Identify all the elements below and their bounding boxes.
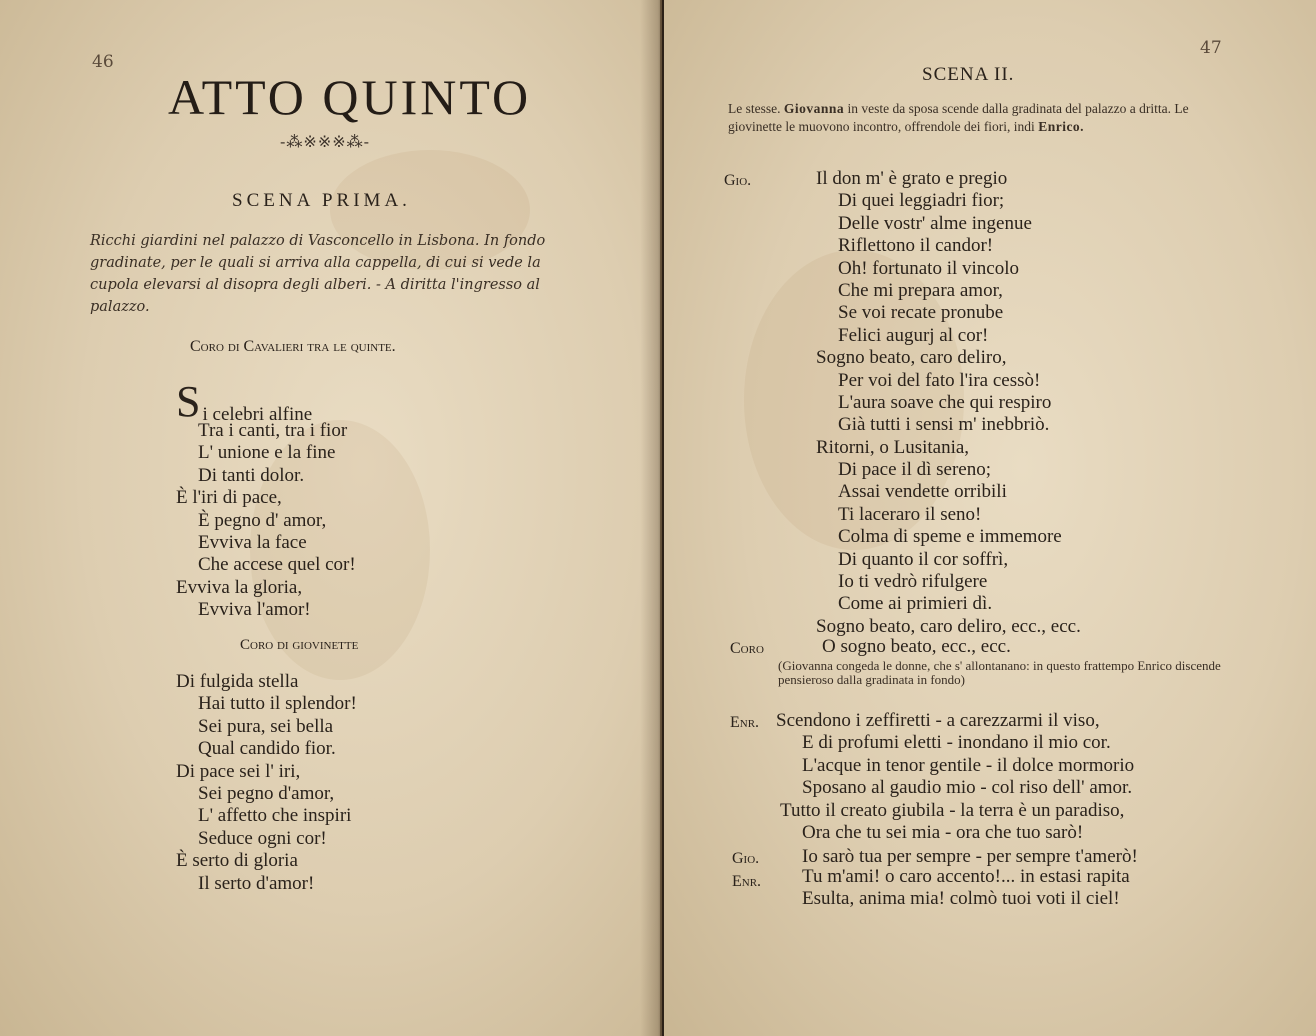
act-title: ATTO QUINTO	[168, 69, 532, 125]
verse-line: S i celebri alfine	[176, 377, 313, 426]
verse-line: Ora che tu sei mia - ora che tuo sarò!	[802, 821, 1084, 843]
verse-line: Colma di speme e immemore	[838, 526, 1062, 548]
verse-line: Sogno beato, caro deliro, ecc., ecc.	[816, 615, 1081, 637]
verse-line: Seduce ogni cor!	[198, 827, 327, 849]
speaker-label: Enr.	[730, 714, 760, 731]
character-name: Enrico.	[1038, 119, 1085, 134]
verse-line: Di fulgida stella	[176, 671, 299, 692]
verse-line: Riflettono il candor!	[838, 235, 994, 257]
verse-line: Sposano al gaudio mio - col riso dell' amor.	[802, 777, 1133, 799]
chorus-heading: Coro di Cavalieri tra le quinte.	[190, 338, 396, 355]
verse-line: Come ai primieri dì.	[838, 593, 993, 615]
verse-line: È pegno d' amor,	[198, 509, 327, 531]
verse-line: Evviva la face	[198, 531, 307, 553]
verse-line: Tra i canti, tra i fior	[198, 420, 348, 441]
verse-line: O sogno beato, ecc., ecc.	[822, 636, 1011, 657]
verse-line: Qual candido fior.	[198, 738, 336, 760]
verse-line: Oh! fortunato il vincolo	[838, 257, 1019, 279]
verse-line: Già tutti i sensi m' inebbriò.	[838, 414, 1050, 436]
page-number: 47	[1200, 38, 1222, 58]
verse-line: Per voi del fato l'ira cessò!	[838, 369, 1041, 391]
verse-line: Sei pura, sei bella	[198, 715, 334, 737]
scene-title: SCENA II.	[922, 64, 1015, 85]
verse-line: Di pace il dì sereno;	[838, 459, 992, 481]
verse-line: E di profumi eletti - inondano il mio cor.	[802, 732, 1111, 754]
stage-direction: (Giovanna congeda le donne, che s' allontanano: in questo frattempo Enrico discende pensieroso dalla gradinata in fondo)	[778, 658, 1221, 687]
verse-line: Ritorni, o Lusitania,	[816, 436, 970, 458]
verse-line: Di tanti dolor.	[198, 464, 305, 486]
ornament-divider: -⁂※※※⁂-	[280, 132, 371, 151]
scene-title: SCENA PRIMA.	[232, 190, 411, 211]
verse-line: Hai tutto il splendor!	[198, 693, 357, 715]
enr-verses-2	[802, 866, 1272, 911]
verse-line: L' unione e la fine	[198, 442, 336, 464]
chorus-verses	[176, 377, 576, 622]
verse-line: Il serto d'amor!	[198, 872, 315, 894]
chorus2-verses	[176, 671, 576, 895]
gio-verses	[816, 168, 1256, 638]
stage-direction: Ricchi giardini nel palazzo di Vasconcello in Lisbona. In fondo gradinate, per le quali si arriva alla cappella, di cui si vede la cupola elevarsi al disopra degli alberi. - A diritta l'ingresso al palazzo.	[90, 233, 546, 315]
speaker-label: Coro	[730, 640, 764, 657]
right-page	[664, 0, 1316, 1036]
stage-direction: Le stesse. Giovanna in veste da sposa scende dalla gradinata del palazzo a dritta. Le giovinette le muovono incontro, offrendole dei fiori, indi Enrico.	[728, 101, 1189, 134]
verse-line: Di quanto il cor soffrì,	[838, 548, 1009, 570]
verse-line: Assai vendette orribili	[838, 481, 1007, 503]
verse-line: Scendono i zeffiretti - a carezzarmi il viso,	[776, 710, 1100, 731]
verse-line: Io sarò tua per sempre - per sempre t'amerò!	[802, 846, 1138, 867]
verse-line: Sogno beato, caro deliro,	[816, 347, 1007, 369]
enr-verses	[776, 710, 1276, 844]
verse-line: L'acque in tenor gentile - il dolce mormorio	[802, 754, 1135, 776]
verse-line: Se voi recate pronube	[838, 302, 1004, 324]
verse-line: Che mi prepara amor,	[838, 279, 1003, 301]
verse-line: Ti laceraro il seno!	[838, 503, 982, 525]
verse-line: Felici augurj al cor!	[838, 324, 989, 346]
speaker-label: Enr.	[732, 873, 762, 890]
drop-cap: S	[176, 377, 201, 426]
character-name: Giovanna	[783, 101, 845, 116]
verse-line: Tu m'ami! o caro accento!... in estasi rapita	[802, 866, 1130, 887]
speaker-label: Gio.	[724, 172, 752, 189]
verse-line: Il don m' è grato e pregio	[816, 168, 1008, 189]
chorus2-heading: Coro di giovinette	[240, 637, 359, 653]
verse-line: Evviva l'amor!	[198, 599, 311, 621]
verse-line: Tutto il creato giubila - la terra è un paradiso,	[780, 799, 1125, 821]
verse-line: Esulta, anima mia! colmò tuoi voti il ciel!	[802, 888, 1120, 910]
verse-line: Io ti vedrò rifulgere	[838, 571, 988, 593]
verse-line: È serto di gloria	[176, 850, 298, 872]
verse-line: È l'iri di pace,	[176, 487, 282, 509]
verse-line: Di pace sei l' iri,	[176, 760, 301, 782]
verse-line: Delle vostr' alme ingenue	[838, 212, 1032, 234]
verse-line: L' affetto che inspiri	[198, 805, 352, 827]
page-number: 46	[92, 52, 114, 72]
verse-line: Di quei leggiadri fior;	[838, 190, 1005, 212]
verse-line: Sei pegno d'amor,	[198, 782, 335, 804]
verse-line: Evviva la gloria,	[176, 576, 303, 598]
speaker-label: Gio.	[732, 850, 760, 867]
verse-line: L'aura soave che qui respiro	[838, 391, 1052, 413]
verse-line: Che accese quel cor!	[198, 554, 356, 576]
